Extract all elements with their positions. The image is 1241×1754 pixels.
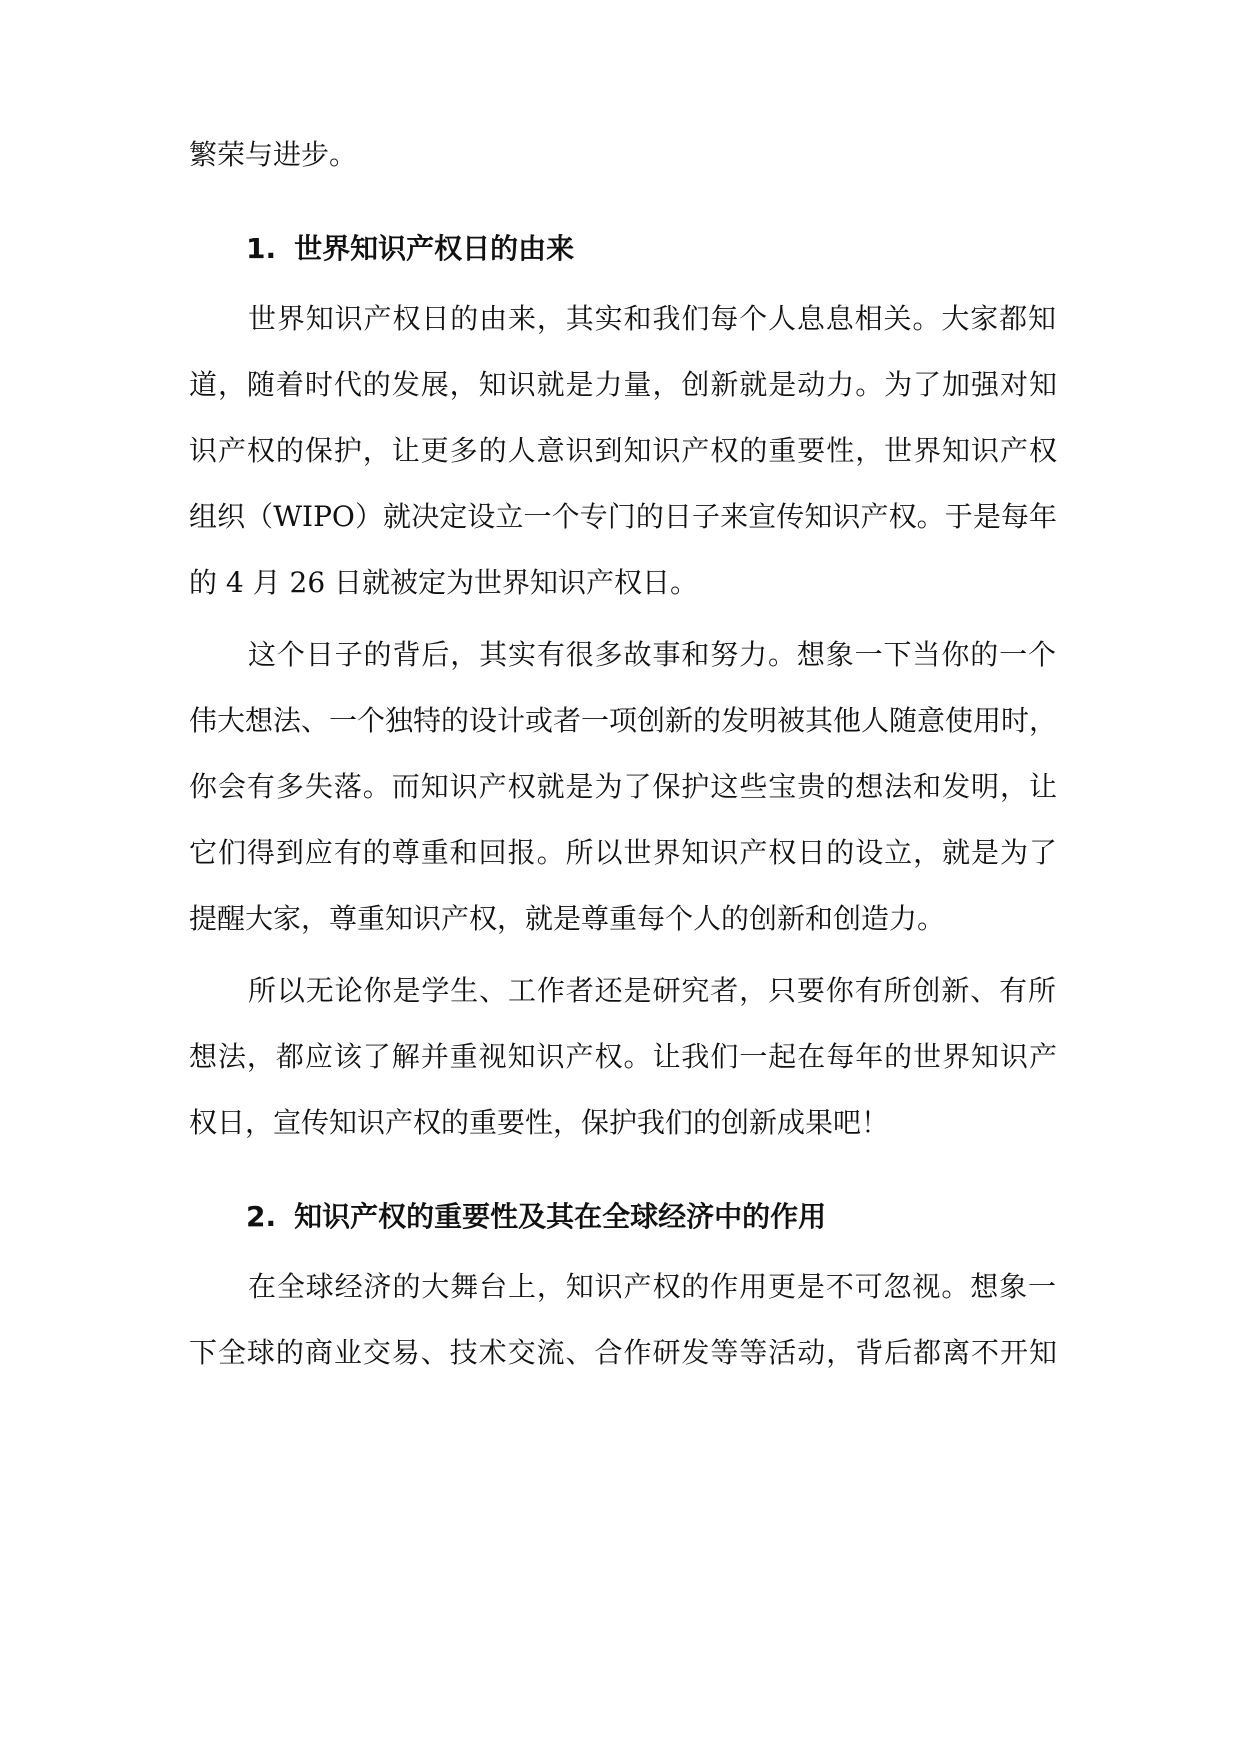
paragraph-line: 的 4 月 26 日就被定为世界知识产权日。 — [189, 566, 699, 599]
paragraph-line: 伟大想法、一个独特的设计或者一项创新的发明被其他人随意使用时， — [189, 704, 1058, 737]
section-1-title: 世界知识产权日的由来 — [294, 232, 575, 265]
paragraph-line: 下全球的商业交易、技术交流、合作研发等等活动，背后都离不开知 — [189, 1336, 1057, 1369]
paragraph-line: 道，随着时代的发展，知识就是力量，创新就是动力。为了加强对知 — [189, 368, 1057, 401]
paragraph-line: 在全球经济的大舞台上，知识产权的作用更是不可忽视。想象一 — [248, 1270, 1056, 1303]
paragraph-line: 所以无论你是学生、工作者还是研究者，只要你有所创新、有所 — [248, 974, 1056, 1007]
paragraph-line: 你会有多失落。而知识产权就是为了保护这些宝贵的想法和发明，让 — [189, 770, 1057, 803]
section-2-number: 2. — [246, 1200, 277, 1233]
intro-tail-line: 繁荣与进步。 — [189, 138, 358, 171]
paragraph-line: 它们得到应有的尊重和回报。所以世界知识产权日的设立，就是为了 — [189, 836, 1057, 869]
section-2-title: 知识产权的重要性及其在全球经济中的作用 — [294, 1200, 827, 1233]
section-1-number: 1. — [246, 232, 277, 265]
paragraph-line: 提醒大家，尊重知识产权，就是尊重每个人的创新和创造力。 — [189, 902, 946, 935]
section-1-heading — [246, 229, 574, 269]
paragraph-line: 组织（WIPO）就决定设立一个专门的日子来宣传知识产权。于是每年 — [189, 500, 1057, 533]
paragraph-line: 权日，宣传知识产权的重要性，保护我们的创新成果吧！ — [189, 1106, 890, 1139]
paragraph-line: 世界知识产权日的由来，其实和我们每个人息息相关。大家都知 — [248, 302, 1056, 335]
paragraph-line: 识产权的保护，让更多的人意识到知识产权的重要性，世界知识产权 — [189, 434, 1057, 467]
paragraph-line: 想法，都应该了解并重视知识产权。让我们一起在每年的世界知识产 — [189, 1040, 1057, 1073]
section-2-heading — [246, 1197, 826, 1237]
paragraph-line: 这个日子的背后，其实有很多故事和努力。想象一下当你的一个 — [248, 638, 1056, 671]
